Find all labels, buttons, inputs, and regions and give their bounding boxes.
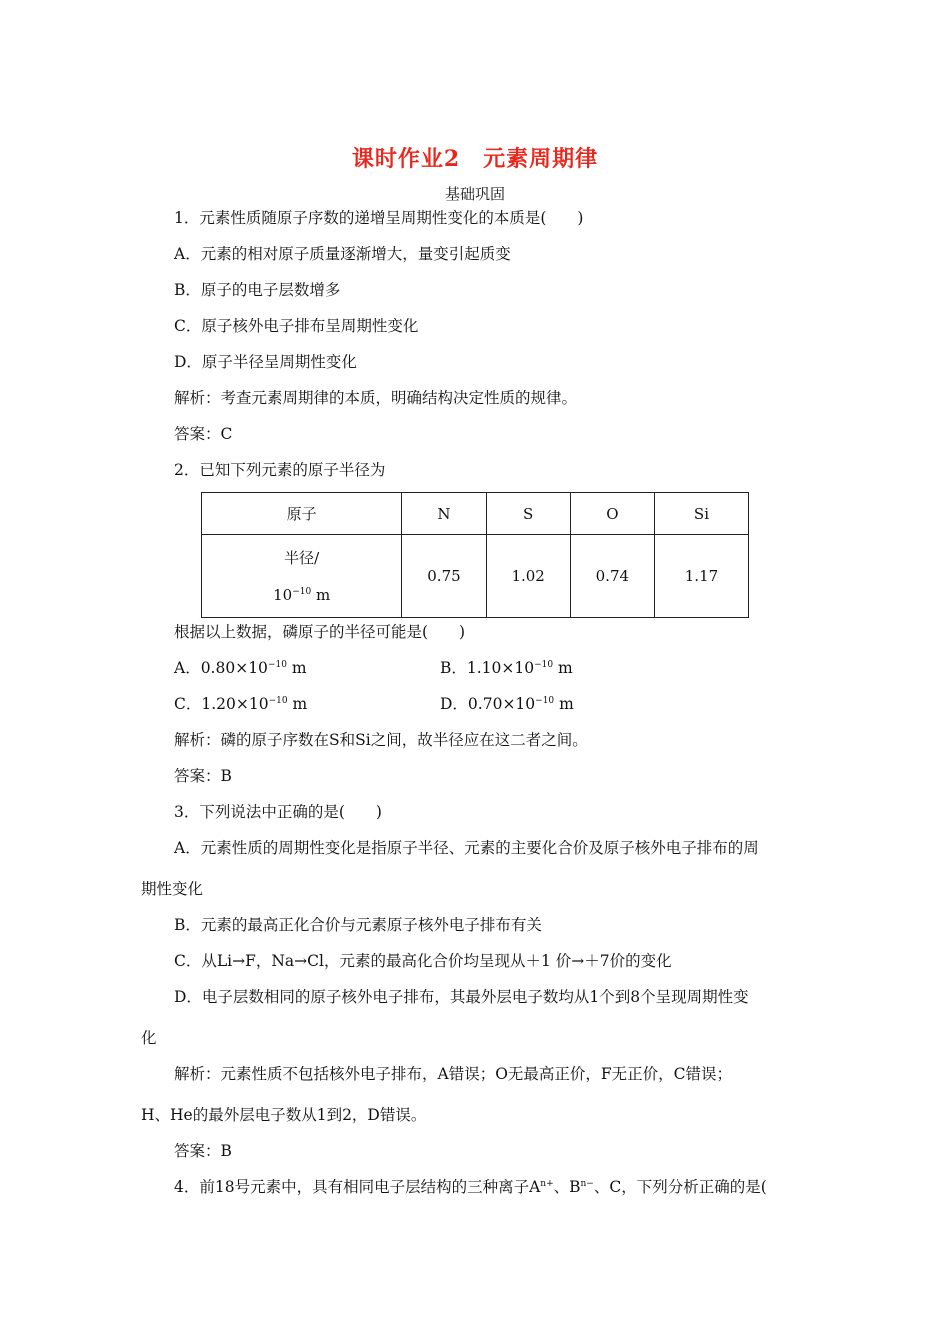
q2-option-b: B．$1.10\times 10^{-10}$ m <box>440 659 573 677</box>
q3-answer: 答案：B <box>174 1142 232 1160</box>
q2-option-d: D．$0.70\times 10^{-10}$ m <box>440 695 574 713</box>
q2-option-c: C．$1.20\times 10^{-10}$ m <box>174 695 308 713</box>
table-header-cell: O <box>570 493 654 535</box>
q3-option-d-line2: 化 <box>141 1029 157 1047</box>
q3-stem: 3．下列说法中正确的是( ) <box>174 803 382 821</box>
q3-option-c: C．从Li→F，Na→Cl，元素的最高化合价均呈现从＋1 价→＋7价的变化 <box>174 952 672 970</box>
table-header-cell: Si <box>654 493 748 535</box>
atomic-radius-table <box>201 492 749 618</box>
table-cell: 1.02 <box>486 535 570 618</box>
q1-stem: 1．元素性质随原子序数的递增呈周期性变化的本质是( ) <box>174 209 584 227</box>
q1-answer: 答案：C <box>174 425 233 443</box>
q3-option-a-line1: A．元素性质的周期性变化是指原子半径、元素的主要化合价及原子核外电子排布的周 <box>174 839 759 857</box>
table-cell: 0.75 <box>402 535 486 618</box>
q1-option-c: C．原子核外电子排布呈周期性变化 <box>174 317 419 335</box>
q4-stem: 4．前18号元素中，具有相同电子层结构的三种离子$A^{n+}$、$B^{n-}$、C，下列分析正确的是( <box>174 1178 767 1196</box>
q1-option-b: B．原子的电子层数增多 <box>174 281 341 299</box>
q2-stem: 2．已知下列元素的原子半径为 <box>174 461 386 479</box>
q2-question: 根据以上数据，磷原子的半径可能是( ) <box>174 623 466 641</box>
q3-analysis-line2: H、He的最外层电子数从1到2，D错误。 <box>141 1106 427 1124</box>
table-row-label <box>202 535 402 618</box>
q3-option-a-line2: 期性变化 <box>141 880 204 898</box>
table-row <box>202 535 749 618</box>
radius-label: 半径/ <box>284 548 320 567</box>
page-title: 课时作业2 元素周期律 <box>351 146 599 172</box>
q2-analysis: 解析：磷的原子序数在S和Si之间，故半径应在这二者之间。 <box>174 731 588 749</box>
q3-analysis-line1: 解析：元素性质不包括核外电子排布，A错误；O无最高正价，F无正价，C错误； <box>174 1065 733 1083</box>
q3-option-d-line1: D．电子层数相同的原子核外电子排布，其最外层电子数均从1个到8个呈现周期性变 <box>174 988 749 1006</box>
table-header-row <box>202 493 749 535</box>
q1-analysis: 解析：考查元素周期律的本质，明确结构决定性质的规律。 <box>174 389 578 407</box>
table-header-cell: N <box>402 493 486 535</box>
q1-option-d: D．原子半径呈周期性变化 <box>174 353 357 371</box>
q3-option-b: B．元素的最高正化合价与元素原子核外电子排布有关 <box>174 916 542 934</box>
table-cell: 1.17 <box>654 535 748 618</box>
table-header-cell: S <box>486 493 570 535</box>
table-header-cell: 原子 <box>202 493 402 535</box>
q2-answer: 答案：B <box>174 767 232 785</box>
section-subtitle: 基础巩固 <box>444 185 505 203</box>
q1-option-a: A．元素的相对原子质量逐渐增大，量变引起质变 <box>174 245 511 263</box>
table-cell: 0.74 <box>570 535 654 618</box>
q2-option-a: A．$0.80\times 10^{-10}$ m <box>174 659 307 677</box>
radius-unit: $10^{-10}$ m <box>273 585 331 604</box>
